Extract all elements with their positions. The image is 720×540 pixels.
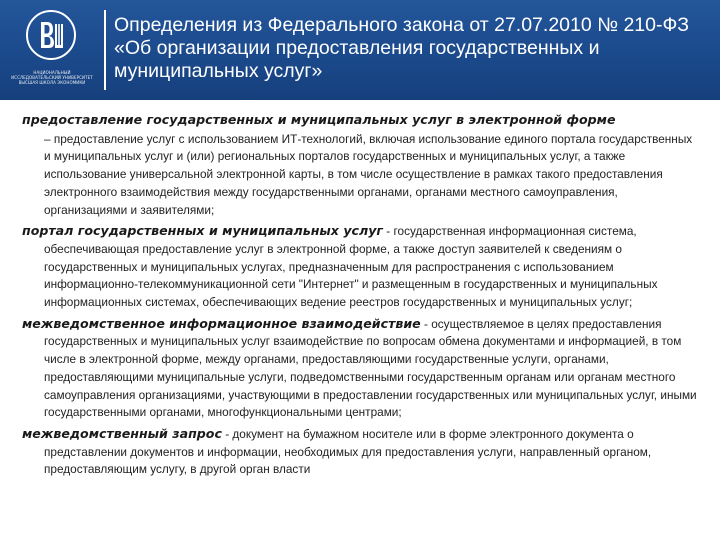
university-logo [8,8,96,94]
header-divider [104,10,106,90]
title-line: «Об организации предоставления государственных и [114,37,600,59]
definition-item [22,111,702,219]
definition-term: межведомственное информационное взаимодействие [22,315,421,331]
title-line: муниципальных услуг» [114,60,323,82]
definition-term: межведомственный запрос [22,425,222,441]
definition-text: – предоставление услуг с использованием ИТ-технологий, включая использование единого портала государственных и муниципальных услуг и (или) региональных порталов государственных и муниципальных услуг, а также использование универсальной электронной карты, в том числе осуществление в рамках такого предоставления электронного взаимодействия между государственными органами, органами местного самоуправления, организациями и заявителями; [44,131,693,217]
slide-header [0,0,720,100]
definition-term: портал государственных и муниципальных услуг [22,223,384,239]
definition-item [22,222,702,312]
definition-term: предоставление государственных и муниципальных услуг в электронной форме [22,112,616,127]
logo-caption: НАЦИОНАЛЬНЫЙ ИССЛЕДОВАТЕЛЬСКИЙ УНИВЕРСИТЕТ ВЫСШАЯ ШКОЛА ЭКОНОМИКИ [11,70,93,85]
definition-text: - государственная информационная система, обеспечивающая предоставление услуг в электронной форме, а также доступ заявителей к сведениям о государственных и муниципальных услугах, предназначенным для распространения с использованием информационно-телекоммуникационной сети "Интернет" и размещенным в государственных и муниципальных информационных системах, обеспечивающих ведение реестров государственных и муниципальных услуг; [44,224,658,310]
slide-title [114,14,710,83]
definitions-list [22,111,702,482]
definition-item [22,315,702,422]
title-line: Определения из Федерального закона от 27.07.2010 № 210-ФЗ [114,14,690,36]
definition-item [22,425,702,479]
definition-text: - документ на бумажном носителе или в форме электронного документа о представлении документов и информации, необходимых для предоставления услуги, направленный органом, предоставляющим услугу, в другой орган власти [44,426,652,477]
hse-seal-icon [26,10,76,60]
definition-text: - осуществляемое в целях предоставления государственных и муниципальных услуг взаимодействие по вопросам обмена документами и информацией, в том числе в электронной форме, между органами, предоставляющими государственные услуги, органами, предоставляющими муниципальные услуги, подведомственными государственным органам или органам местного самоуправления организациями, участвующими в предоставлении государственных или муниципальных услуг, иными государственными органами, многофункциональными центрами; [44,316,697,420]
